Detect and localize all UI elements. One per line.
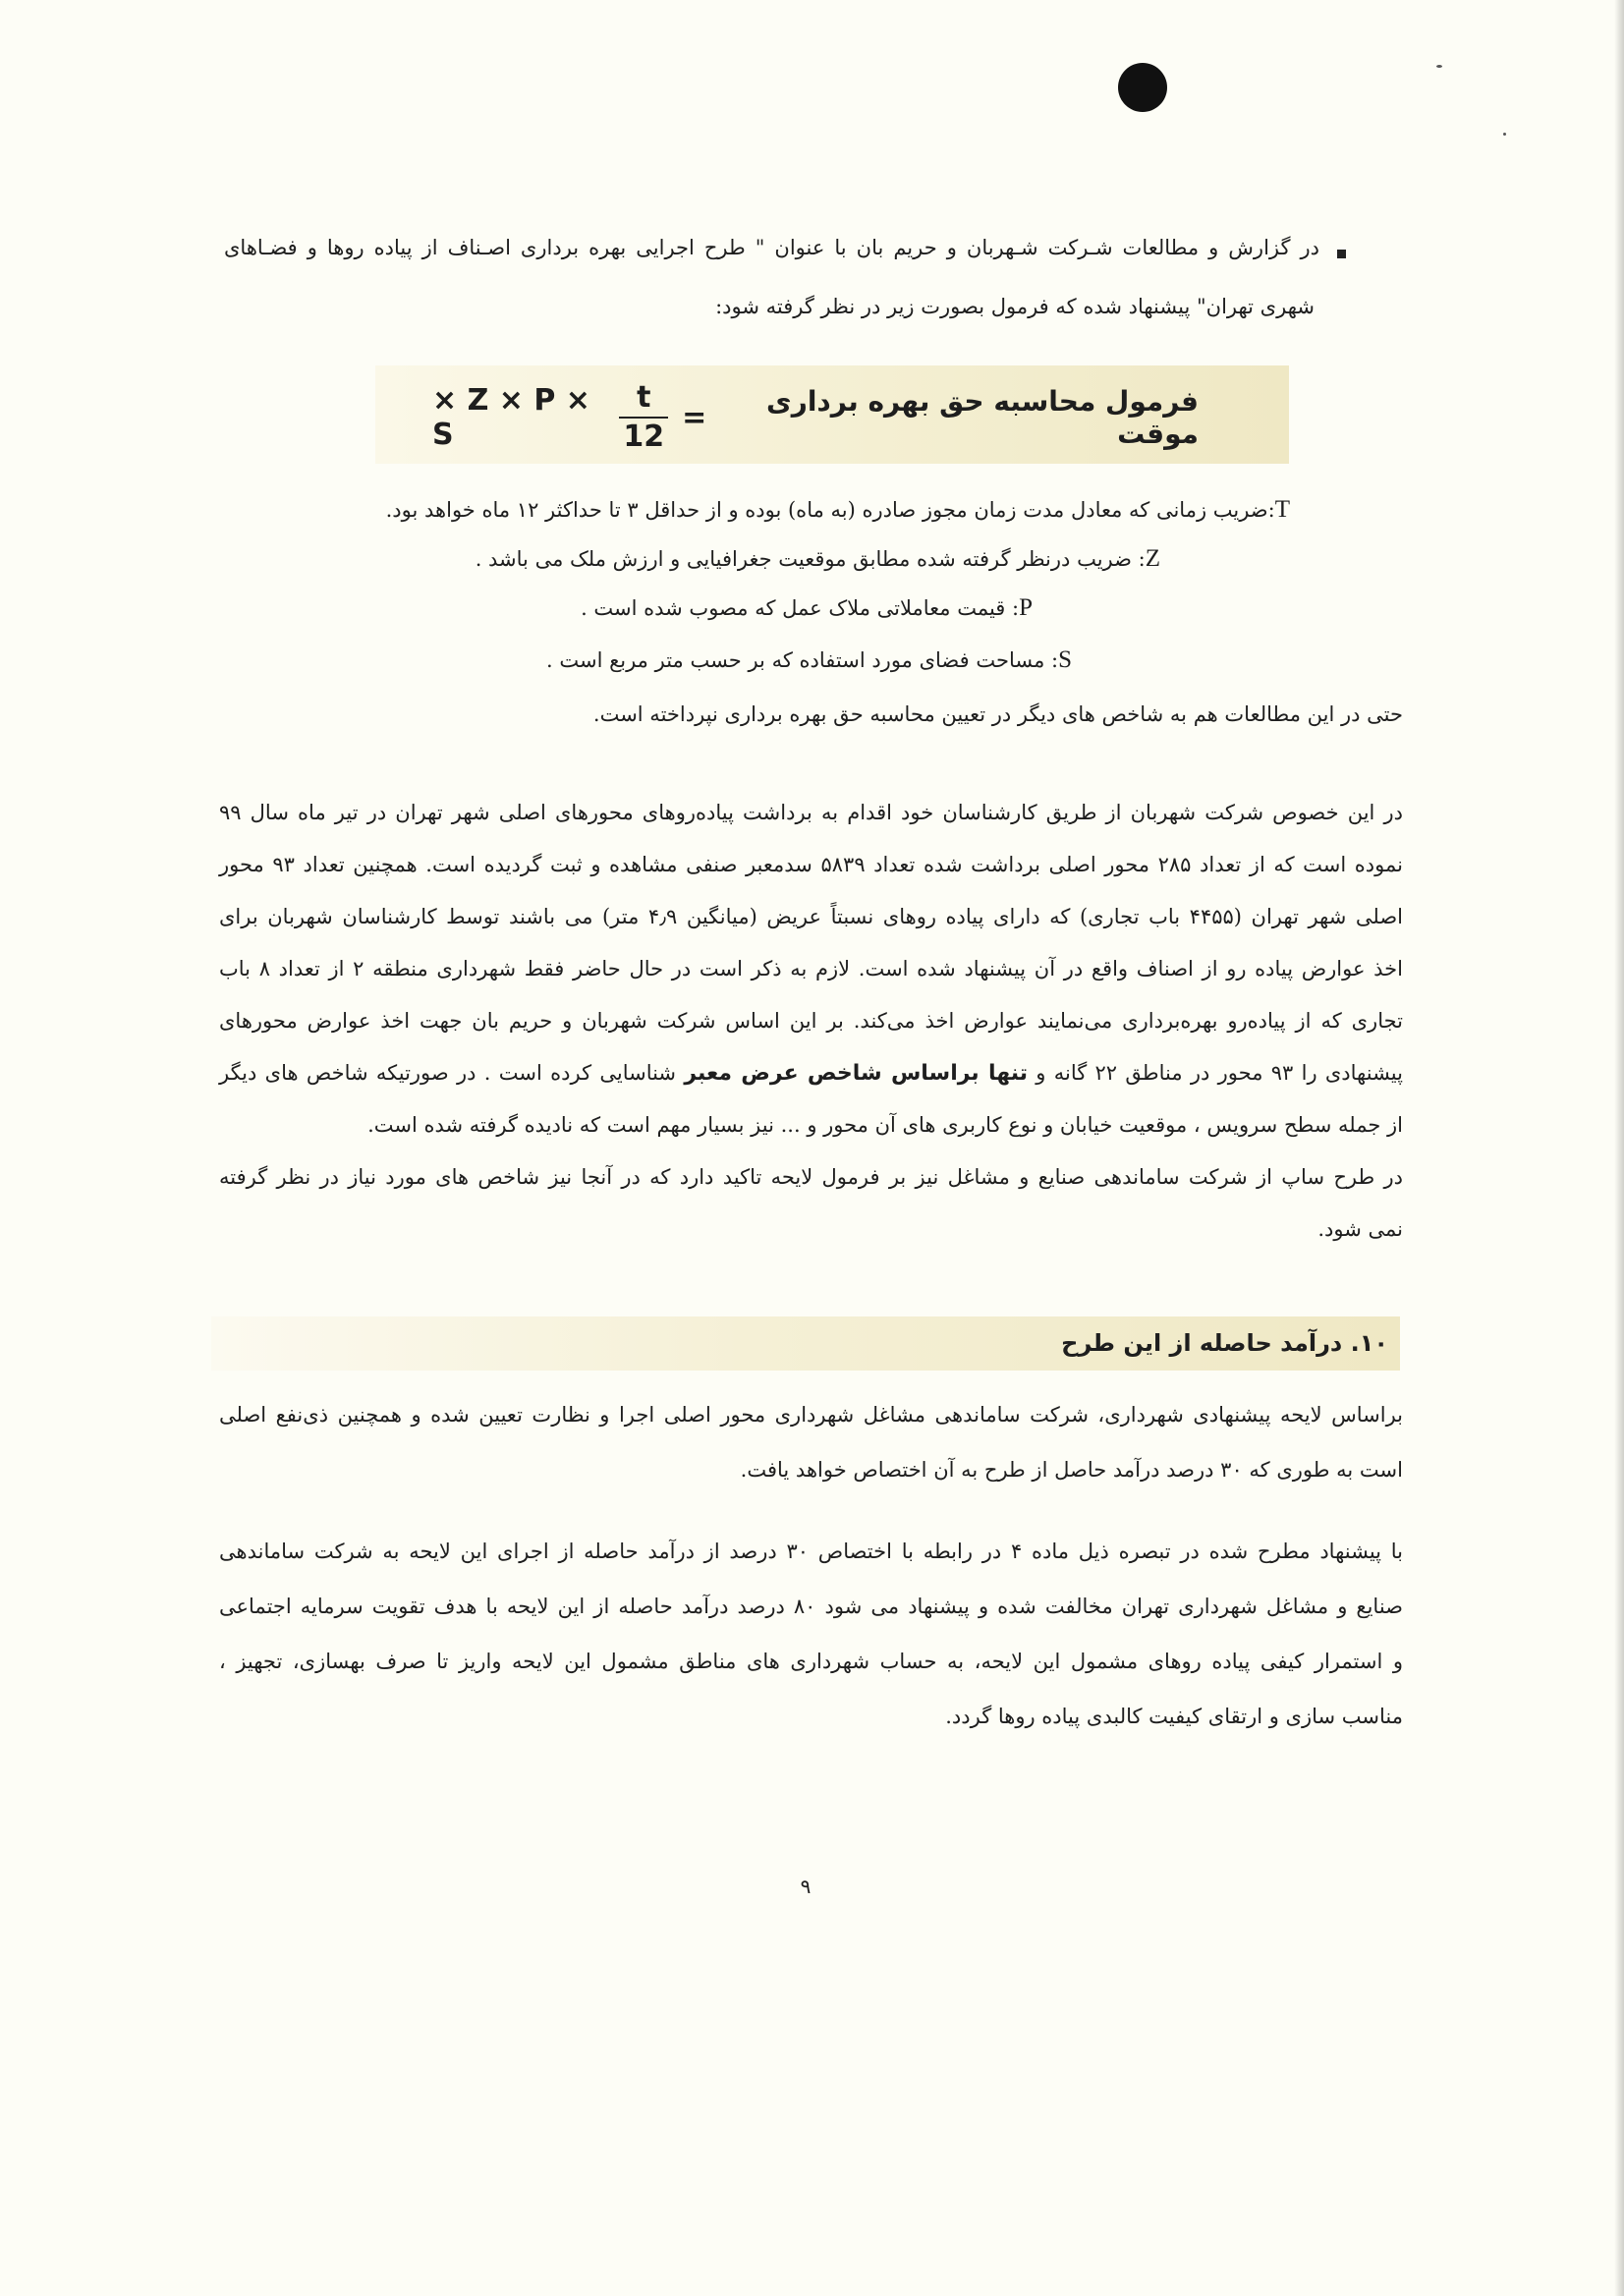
formula-label: فرمول محاسبه حق بهره برداری موقت [766, 385, 1199, 450]
formula-numerator: t [637, 380, 651, 415]
definition-z [476, 545, 1160, 573]
paragraph3-line: نمی شود. [1317, 1217, 1403, 1241]
definition-s [546, 646, 1072, 674]
definition-text: : مساحت فضای مورد استفاده که بر حسب متر مربع است . [546, 648, 1059, 672]
formula-product: × Z × P × S [432, 383, 590, 452]
definition-letter: T [1274, 496, 1290, 523]
paragraph2-text: شناسایی کرده است . در صورتیکه شاخص های دیگر [219, 1061, 685, 1085]
scan-edge-shadow [1614, 0, 1624, 2296]
definition-letter: S [1058, 646, 1072, 673]
definition-p [581, 594, 1033, 622]
paragraph2-line: تجاری که از پیاده‌رو بهره‌برداری می‌نمایند عوارض اخذ می‌کند. بر این اساس شرکت شهربان و حریم بان جهت اخذ عوارض محورهای [219, 1009, 1403, 1033]
paragraph2-line: در این خصوص شرکت شهربان از طریق کارشناسان خود اقدام به برداشت پیاده‌روهای محورهای اصلی شهر تهران در تیر ماه سال ۹۹ [219, 801, 1403, 824]
paragraph2-line: اخذ عوارض پیاده رو از اصناف واقع در آن پیشنهاد شده است. لازم به ذکر است در حال حاضر فقط شهرداری منطقه ۲ از تعداد ۸ باب [219, 957, 1403, 980]
punch-hole [1118, 63, 1167, 112]
emphasis-text: تنها براساس شاخص عرض معبر [684, 1061, 1028, 1086]
paragraph3-line: در طرح ساپ از شرکت ساماندهی صنایع و مشاغل نیز بر فرمول لایحه تاکید دارد که در آنجا نیز شاخص های مورد نیاز در نظر گرفته [219, 1165, 1403, 1189]
paragraph5-line: صنایع و مشاغل شهرداری تهران مخالفت شده و پیشنهاد می شود ۸۰ درصد درآمد حاصله از این لایحه با هدف تقویت سرمایه اجتماعی [219, 1595, 1403, 1618]
paragraph2-text: پیشنهادی را ۹۳ محور در مناطق ۲۲ گانه و [1027, 1061, 1403, 1085]
bullet-paragraph-line: در گزارش و مطالعات شـرکت شـهربان و حریم بان با عنوان " طرح اجرایی بهره برداری اصـناف از پیاده روها و فضـاهای [224, 236, 1319, 259]
paragraph5-line: مناسب سازی و ارتقای کیفیت کالبدی پیاده روها گردد. [945, 1705, 1403, 1728]
scan-speck [1503, 133, 1506, 136]
definition-text: :ضریب زمانی که معادل مدت زمان مجوز صادره (به ماه) بوده و از حداقل ۳ تا حداکثر ۱۲ ماه خواهد بود. [385, 498, 1275, 522]
definition-letter: Z [1145, 545, 1160, 572]
paragraph5-line: با پیشنهاد مطرح شده در تبصره ذیل ماده ۴ در رابطه با اختصاص ۳۰ درصد از درآمد حاصله از اجرای این لایحه به شرکت ساماندهی [219, 1540, 1403, 1563]
paragraph2-line: اصلی شهر تهران (۴۴۵۵ باب تجاری) که دارای پیاده روهای نسبتاً عریض (میانگین ۴٫۹ متر) می باشند توسط کارشناسان شهربان برای [219, 905, 1403, 928]
definition-t [386, 496, 1290, 524]
formula-denominator: 12 [619, 417, 668, 452]
definition-text: : ضریب درنظر گرفته شده مطابق موقعیت جغرافیایی و ارزش ملک می باشد . [475, 547, 1146, 571]
paragraph2-line: نموده است که از تعداد ۲۸۵ محور اصلی برداشت شده تعداد ۵۸۳۹ سدمعبر صنفی مشاهده و ثبت گردیده است. همچنین تعداد ۹۳ محور [219, 853, 1403, 876]
paragraph4-line: براساس لایحه پیشنهادی شهرداری، شرکت ساماندهی مشاغل شهرداری محور اصلی اجرا و نظارت تعیین شده و همچنین ذی‌نفع اصلی [219, 1403, 1403, 1427]
page-number: ۹ [800, 1875, 812, 1898]
definition-letter: P [1019, 594, 1033, 621]
formula-fraction [619, 380, 668, 454]
formula [432, 378, 1199, 457]
paragraph2-line: از جمله سطح سرویس ، موقعیت خیابان و نوع کاربری های آن محور و ... نیز بسیار مهم است که نادیده گرفته شده است. [367, 1113, 1403, 1137]
paragraph5-line: و استمرار کیفی پیاده روهای مشمول این لایحه، به حساب شهرداری های مناطق مشمول این لایحه واریز تا صرف بهسازی، تجهیز ، [219, 1650, 1403, 1673]
formula-equals: = [682, 400, 707, 435]
section-heading: ۱۰. درآمد حاصله از این طرح [1061, 1329, 1388, 1357]
definition-text: : قیمت معاملاتی ملاک عمل که مصوب شده است . [581, 596, 1020, 620]
paragraph4-line: است به طوری که ۳۰ درصد درآمد حاصل از طرح به آن اختصاص خواهد یافت. [740, 1458, 1403, 1482]
scan-speck [1436, 65, 1442, 68]
bullet-marker [1337, 250, 1346, 258]
paragraph2-line-with-emphasis [219, 1061, 1403, 1086]
bullet-paragraph-line: شهری تهران" پیشنهاد شده که فرمول بصورت زیر در نظر گرفته شود: [715, 295, 1315, 318]
note-line: حتی در این مطالعات هم به شاخص های دیگر در تعیین محاسبه حق بهره برداری نپرداخته است. [592, 702, 1403, 726]
